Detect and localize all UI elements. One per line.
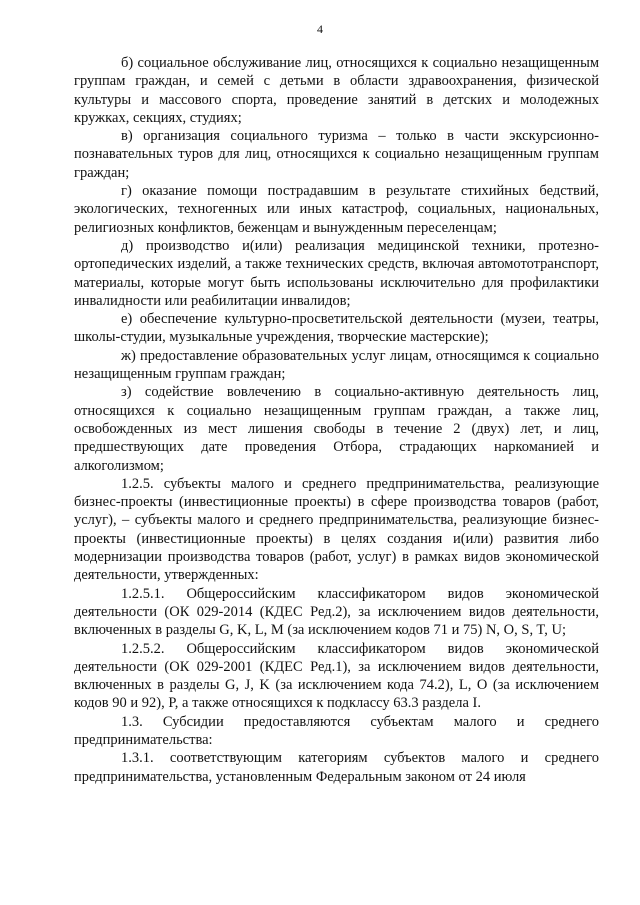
page-number: 4: [317, 22, 323, 36]
paragraph-e: е) обеспечение культурно-просветительской деятельности (музеи, театры, школы-студии, музыкальные учреждения, творческие мастерские);: [74, 311, 599, 346]
clause-1-3-1: 1.3.1. соответствующим категориям субъектов малого и среднего предпринимательства, установленным Федеральным законом от 24 июля: [74, 750, 599, 785]
paragraph-b: б) социальное обслуживание лиц, относящихся к социально незащищенным группам граждан, и семей с детьми в области здравоохранения, физической культуры и массового спорта, проведение занятий в детских и молодежных кружках, секциях, студиях;: [74, 55, 599, 126]
paragraph-d: д) производство и(или) реализация медицинской техники, протезно-ортопедических изделий, а также технических средств, включая автомототранспорт, материалы, которые могут быть использованы исключительно для профилактики инвалидности или реабилитации инвалидов;: [74, 237, 599, 309]
clause-1-2-5-2: 1.2.5.2. Общероссийским классификатором видов экономической деятельности (ОК 029-2001 (КДЕС Ред.1), за исключением видов деятельности, включенных в разделы G, J, K (за исключением кода 74.2), L, O (за исключением кодов 90 и 92), P, а также относящихся к подклассу 63.3 раздела I.: [74, 640, 599, 712]
document-body: [74, 54, 599, 786]
clause-1-3: 1.3. Субсидии предоставляются субъектам малого и среднего предпринимательства:: [74, 713, 599, 748]
paragraph-z: з) содействие вовлечению в социально-активную деятельность лиц, относящихся к социально незащищенным группам граждан, а также лиц, освобожденных из мест лишения свободы в течение 2 (двух) лет, и лиц, предшествующих дате проведения Отбора, страдающих наркоманией и алкоголизмом;: [74, 384, 599, 474]
clause-1-2-5-1: 1.2.5.1. Общероссийским классификатором видов экономической деятельности (ОК 029-2014 (КДЕС Ред.2), за исключением видов деятельности, включенных в разделы G, K, L, M (за исключением кодов 71 и 75) N, O, S, T, U;: [74, 585, 599, 639]
paragraph-zh: ж) предоставление образовательных услуг лицам, относящимся к социально незащищенным группам граждан;: [74, 347, 599, 383]
paragraph-g: г) оказание помощи пострадавшим в результате стихийных бедствий, экологических, техногенных или иных катастроф, социальных, национальных, религиозных конфликтов, беженцам и вынужденным переселенцам;: [74, 183, 599, 236]
paragraph-v: в) организация социального туризма – только в части экскурсионно-познавательных туров для лиц, относящихся к социально незащищенным группам граждан;: [74, 128, 599, 181]
clause-1-2-5: 1.2.5. субъекты малого и среднего предпринимательства, реализующие бизнес-проекты (инвестиционные проекты) в сфере производства товаров (работ, услуг), – субъекты малого и среднего предпринимательства, реализующие бизнес-проекты (инвестиционные проекты) в целях создания и(или) развития либо модернизации производства товаров (работ, услуг) в рамках видов экономической деятельности, утвержденных:: [74, 475, 599, 584]
